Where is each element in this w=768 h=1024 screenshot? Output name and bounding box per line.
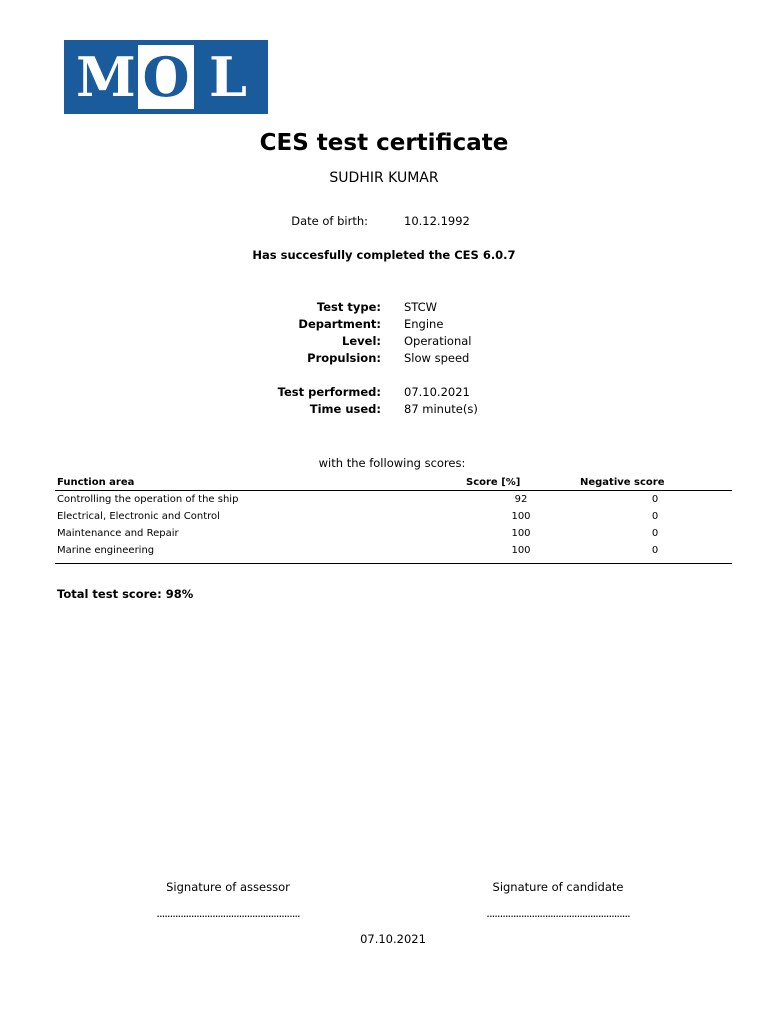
negative-score-cell: 0 xyxy=(651,494,659,505)
candidate-signature-label: Signature of candidate xyxy=(492,880,624,894)
assessor-signature-label: Signature of assessor xyxy=(166,880,290,894)
header-function-area: Function area xyxy=(55,475,464,491)
table-row xyxy=(55,542,732,564)
certificate-title: CES test certificate xyxy=(259,130,509,156)
detail-value: Operational xyxy=(404,334,472,348)
total-test-score: Total test score: 98% xyxy=(57,587,194,601)
footer-date: 07.10.2021 xyxy=(360,932,426,946)
detail-label: Department: xyxy=(298,317,381,331)
dob-label: Date of birth: xyxy=(291,214,368,228)
test-info-label: Test performed: xyxy=(277,385,381,399)
function-area-cell: Maintenance and Repair xyxy=(57,528,179,539)
scores-intro: with the following scores: xyxy=(318,456,466,470)
mol-logo xyxy=(64,40,268,114)
table-row xyxy=(55,525,732,542)
detail-value: Slow speed xyxy=(404,351,470,365)
header-negative-score: Negative score xyxy=(578,475,732,491)
dob-value: 10.12.1992 xyxy=(404,214,470,228)
test-info-label: Time used: xyxy=(309,402,381,416)
candidate-name: SUDHIR KUMAR xyxy=(329,170,439,186)
function-area-cell: Controlling the operation of the ship xyxy=(57,494,239,505)
logo-letter-o: O xyxy=(138,45,194,109)
header-score: Score [%] xyxy=(464,475,578,491)
negative-score-cell: 0 xyxy=(651,528,659,539)
assessor-signature-line: ...................................................... xyxy=(156,906,300,920)
score-cell: 100 xyxy=(511,511,531,522)
table-row xyxy=(55,508,732,525)
detail-label: Level: xyxy=(342,334,381,348)
scores-header-row xyxy=(55,475,732,491)
logo-letter-l: L xyxy=(209,45,247,109)
function-area-cell: Marine engineering xyxy=(55,542,464,564)
completed-statement: Has succesfully completed the CES 6.0.7 xyxy=(252,248,516,262)
detail-label: Propulsion: xyxy=(307,351,381,365)
logo-letter-m: M xyxy=(76,45,136,109)
detail-value: STCW xyxy=(404,300,438,314)
detail-label: Test type: xyxy=(316,300,381,314)
test-info-value: 07.10.2021 xyxy=(404,385,470,399)
function-area-cell: Electrical, Electronic and Control xyxy=(57,511,220,522)
test-info-value: 87 minute(s) xyxy=(404,402,478,416)
detail-value: Engine xyxy=(404,317,444,331)
negative-score-cell: 0 xyxy=(578,542,732,564)
score-cell: 100 xyxy=(464,542,578,564)
score-cell: 100 xyxy=(511,528,531,539)
negative-score-cell: 0 xyxy=(651,511,659,522)
candidate-signature-line: ...................................................... xyxy=(486,906,630,920)
table-row xyxy=(55,491,732,509)
score-cell: 92 xyxy=(514,494,528,505)
scores-table xyxy=(55,475,732,564)
